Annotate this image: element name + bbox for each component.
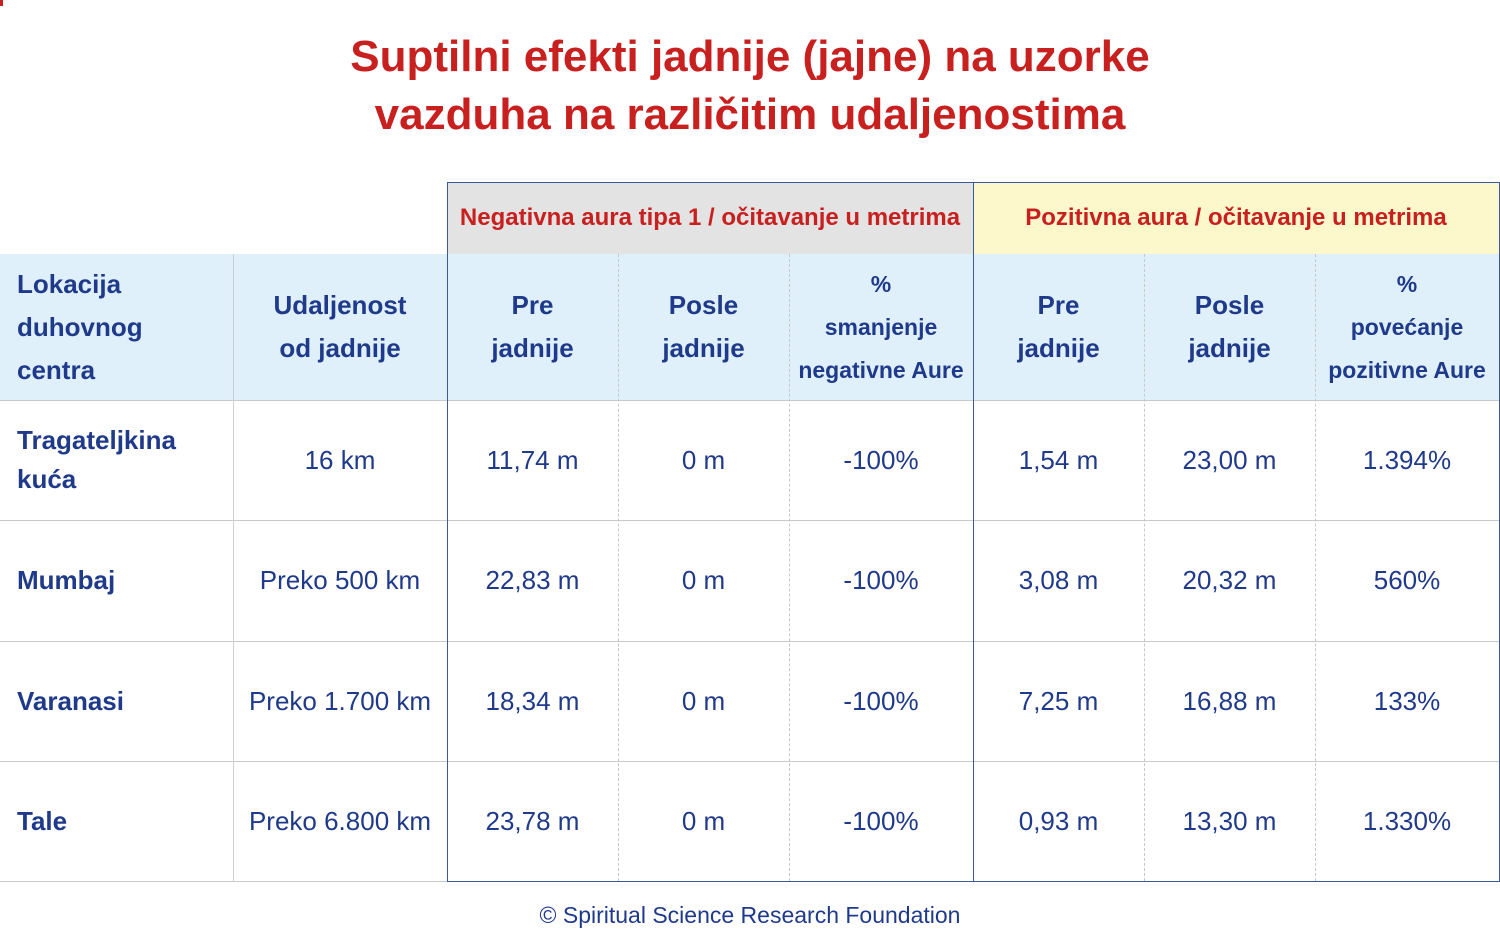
group-header-negative-aura: Negativna aura tipa 1 / očitavanje u metrima xyxy=(447,182,973,254)
column-divider xyxy=(233,254,234,881)
table-cell: 18,34 m xyxy=(485,685,580,716)
table-cell: -100% xyxy=(843,685,919,716)
row-location-label: Mumbaj xyxy=(17,564,116,595)
column-header-0 xyxy=(0,254,233,400)
row-divider xyxy=(0,881,1499,882)
column-header-line: pozitivne Aure xyxy=(1328,356,1486,383)
table-cell: 11,74 m xyxy=(486,444,579,475)
table-cell: 20,32 m xyxy=(1182,564,1277,595)
table-cell: 0 m xyxy=(681,444,726,475)
column-header-line: jadnije xyxy=(662,333,745,363)
table-cell: 23,00 m xyxy=(1182,444,1277,475)
copyright-footer: © Spiritual Science Research Foundation xyxy=(539,902,961,928)
table-cell: 133% xyxy=(1373,685,1441,716)
column-header-line: % xyxy=(1396,270,1418,297)
column-header-4 xyxy=(789,254,973,400)
table-cell: 3,08 m xyxy=(1018,564,1099,595)
row-divider xyxy=(0,520,1499,521)
column-header-line: negativne Aure xyxy=(798,356,964,383)
column-header-line: Pre xyxy=(1037,290,1080,320)
group-header-positive-aura: Pozitivna aura / očitavanje u metrima xyxy=(973,182,1499,254)
table-cell: -100% xyxy=(843,805,919,836)
column-header-text xyxy=(491,284,573,370)
row-location-label: Tale xyxy=(17,805,68,836)
column-header-5 xyxy=(973,254,1144,400)
column-header-text xyxy=(798,263,963,392)
column-header-line: Udaljenost xyxy=(273,290,407,320)
column-header-text xyxy=(1328,263,1486,392)
table-cell: 0 m xyxy=(681,685,726,716)
column-header-line: jadnije xyxy=(1017,333,1100,363)
table-cell: Preko 6.800 km xyxy=(248,805,432,836)
table-cell: 0 m xyxy=(681,805,726,836)
column-header-text xyxy=(274,284,407,370)
table-cell: 16,88 m xyxy=(1182,685,1277,716)
column-header-line: Posle xyxy=(668,290,739,320)
table-cell: 1.330% xyxy=(1362,805,1452,836)
column-header-6 xyxy=(1144,254,1315,400)
column-header-1 xyxy=(233,254,447,400)
column-header-line: centra xyxy=(17,354,96,385)
table-cell: 23,78 m xyxy=(485,805,580,836)
table-cell: 7,25 m xyxy=(1018,685,1099,716)
table-cell: 16 km xyxy=(304,444,376,475)
column-divider-dashed xyxy=(618,254,619,881)
table-cell: -100% xyxy=(843,444,919,475)
column-header-line: od jadnije xyxy=(279,333,401,363)
table-cell: -100% xyxy=(843,564,919,595)
table-cell: 13,30 m xyxy=(1182,805,1277,836)
row-location-label: Varanasi xyxy=(17,685,124,716)
title-line-1: Suptilni efekti jadnije (jajne) na uzorke xyxy=(350,32,1150,81)
row-location-label: Tragateljkina kuća xyxy=(17,425,176,494)
column-header-text xyxy=(1188,284,1270,370)
column-header-line: jadnije xyxy=(1188,333,1271,363)
column-header-line: Posle xyxy=(1194,290,1265,320)
title-line-2: vazduha na različitim udaljenostima xyxy=(374,90,1126,139)
table-cell: 560% xyxy=(1373,564,1441,595)
row-divider xyxy=(0,761,1499,762)
table-cell: 1,54 m xyxy=(1018,444,1099,475)
table-cell: Preko 1.700 km xyxy=(248,685,432,716)
column-header-3 xyxy=(618,254,789,400)
row-divider xyxy=(0,641,1499,642)
column-header-line: povećanje xyxy=(1350,313,1464,340)
column-header-line: Lokacija xyxy=(17,268,122,299)
column-header-line: jadnije xyxy=(491,333,574,363)
corner-mark xyxy=(0,0,3,6)
chart-title xyxy=(0,28,1500,144)
column-header-line: Pre xyxy=(511,290,554,320)
row-divider xyxy=(0,400,1499,401)
column-header-text xyxy=(662,284,744,370)
column-divider-dashed xyxy=(1315,254,1316,881)
column-divider-dashed xyxy=(1144,254,1145,881)
column-header-line: % xyxy=(870,270,892,297)
column-header-line: duhovnog xyxy=(17,311,143,342)
column-header-7 xyxy=(1315,254,1499,400)
column-header-text xyxy=(17,263,143,392)
column-header-2 xyxy=(447,254,618,400)
table-cell: 22,83 m xyxy=(485,564,580,595)
table-cell: 0,93 m xyxy=(1018,805,1099,836)
table-cell: 0 m xyxy=(681,564,726,595)
column-divider-dashed xyxy=(789,254,790,881)
table-cell: Preko 500 km xyxy=(259,564,421,595)
table-cell: 1.394% xyxy=(1362,444,1452,475)
column-header-line: smanjenje xyxy=(824,313,938,340)
column-header-text xyxy=(1017,284,1099,370)
